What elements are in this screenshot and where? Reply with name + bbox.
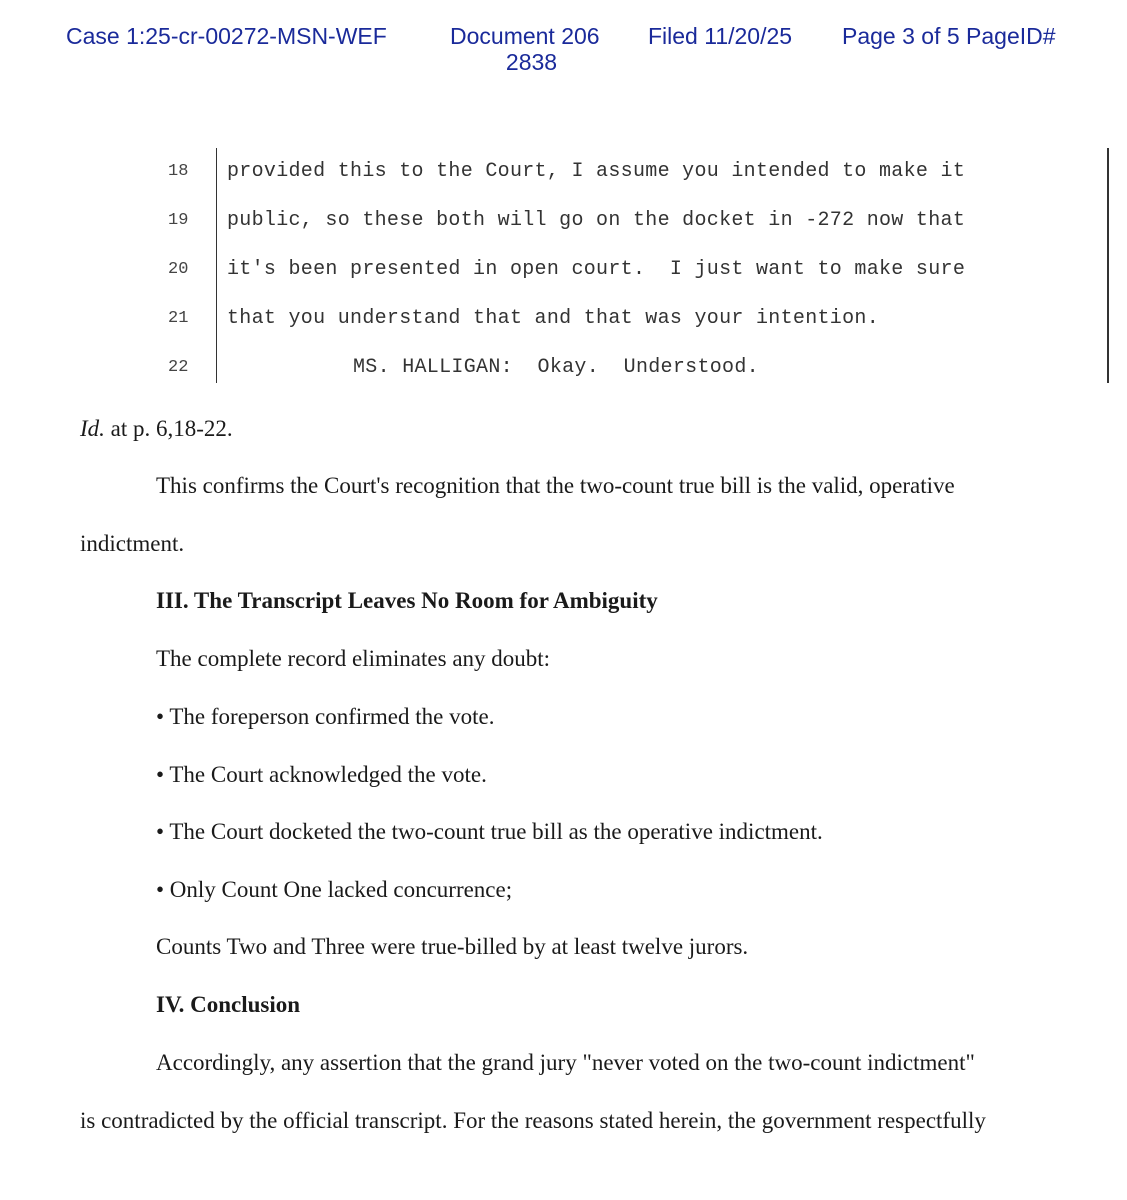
line-text: MS. HALLIGAN: Okay. Understood. bbox=[353, 356, 759, 379]
line-text: provided this to the Court, I assume you intended to make it bbox=[227, 160, 966, 183]
line-text: it's been presented in open court. I just want to make sure bbox=[227, 258, 966, 281]
paragraph-line: is contradicted by the official transcript. For the reasons stated herein, the government respectfully bbox=[80, 1108, 986, 1133]
paragraph-line: indictment. bbox=[80, 531, 185, 556]
filed-date: Filed 11/20/25 bbox=[648, 23, 793, 49]
transcript-excerpt bbox=[150, 148, 1110, 383]
list-item: • The Court acknowledged the vote. bbox=[156, 762, 487, 787]
transcript-line bbox=[150, 295, 1050, 335]
ecf-header bbox=[0, 20, 1127, 76]
case-number: Case 1:25-cr-00272-MSN-WEF bbox=[66, 23, 387, 49]
transcript-right-rule bbox=[1107, 148, 1109, 383]
transcript-line bbox=[150, 197, 1050, 237]
paragraph-line: Counts Two and Three were true-billed by at least twelve jurors. bbox=[156, 934, 749, 959]
list-item: • Only Count One lacked concurrence; bbox=[156, 877, 513, 902]
section-heading: IV. Conclusion bbox=[156, 992, 301, 1017]
transcript-line bbox=[150, 344, 1050, 384]
document-number: 2838 bbox=[505, 49, 558, 75]
line-number: 22 bbox=[168, 358, 189, 377]
page-info: Page 3 of 5 PageID# bbox=[842, 23, 1056, 49]
paragraph-line: This confirms the Court's recognition that the two-count true bill is the valid, operative bbox=[156, 473, 955, 498]
citation-italic: Id. bbox=[80, 416, 105, 441]
citation bbox=[80, 414, 233, 444]
line-number: 20 bbox=[168, 260, 189, 279]
line-text: public, so these both will go on the docket in -272 now that bbox=[227, 209, 966, 232]
line-number: 18 bbox=[168, 162, 189, 181]
document-label: Document 206 bbox=[450, 23, 600, 49]
section-heading: III. The Transcript Leaves No Room for Ambiguity bbox=[156, 588, 658, 613]
paragraph-line: Accordingly, any assertion that the grand jury "never voted on the two-count indictment" bbox=[156, 1050, 975, 1075]
line-text: that you understand that and that was your intention. bbox=[227, 307, 880, 330]
transcript-line bbox=[150, 148, 1050, 188]
line-number: 21 bbox=[168, 309, 189, 328]
list-item: • The foreperson confirmed the vote. bbox=[156, 704, 495, 729]
list-item: • The Court docketed the two-count true bill as the operative indictment. bbox=[156, 819, 823, 844]
citation-rest: at p. 6,18-22. bbox=[104, 416, 233, 441]
line-number: 19 bbox=[168, 211, 189, 230]
transcript-line bbox=[150, 246, 1050, 286]
paragraph-line: The complete record eliminates any doubt: bbox=[156, 646, 551, 671]
